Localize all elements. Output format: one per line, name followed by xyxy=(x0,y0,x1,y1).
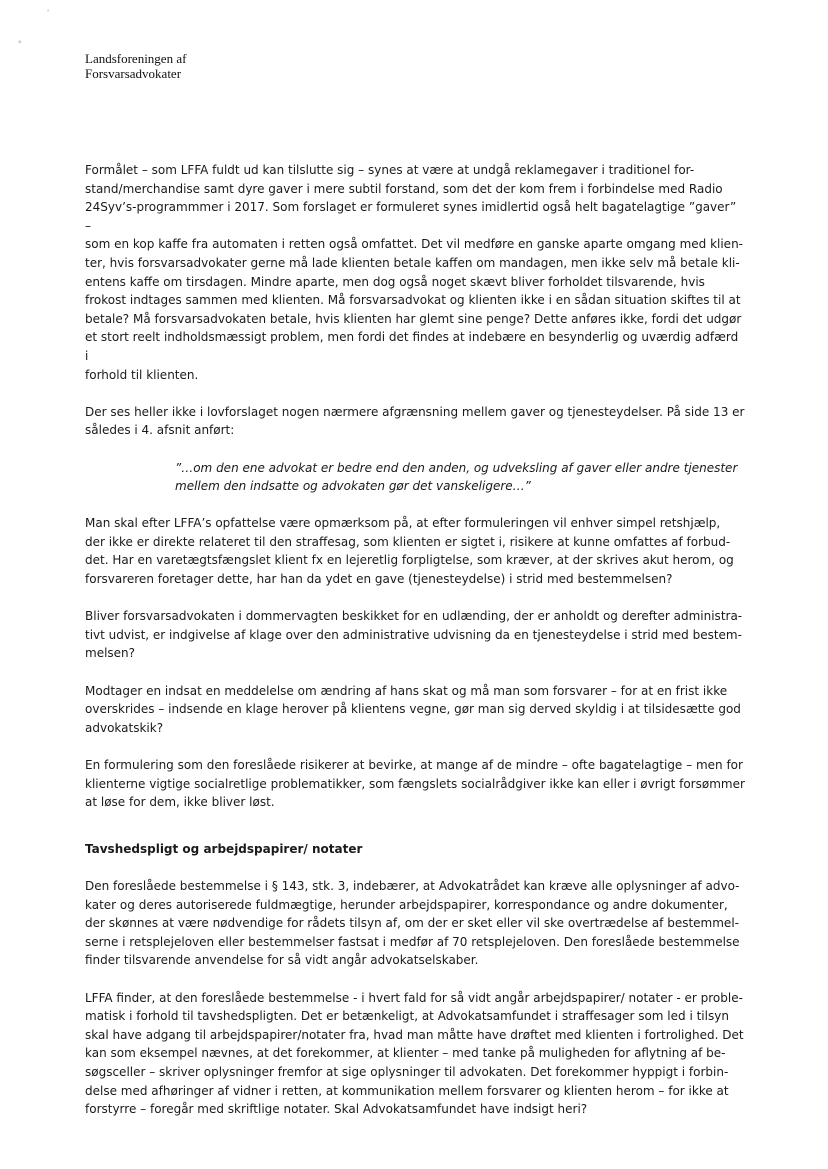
quote: ”…om den ene advokat er bedre end den anden, og udveksling af gaver eller andre tjenester mellem den indsatte og advokaten gør det vanskeligere…” xyxy=(175,460,738,494)
letterhead xyxy=(85,51,186,81)
paragraph: Man skal efter LFFA’s opfattelse være opmærksom på, at efter formuleringen vil enhver simpel retshjælp, der ikke er direkte relateret til den straffesag, som klienten er sigtet i, risikere at kunne omfattes af forbud- det. Har en varetægtsfængslet klient fx en lejeretlig forpligtelse, som kræver, at der skrives akut herom, og forsvareren foretager dette, har han da ydet en gave (tjenesteydelse) i strid med bestemmelsen? xyxy=(85,516,734,587)
paragraph: En formulering som den foreslåede risikerer at bevirke, at mange af de mindre – ofte bagatelagtige – men for klienterne vigtige socialretlige problematikker, som fængslets socialrådgiver ikke kan eller i øvrigt forsømmer at løse for dem, ikke bliver løst. xyxy=(85,758,745,810)
margin-mark: ’ xyxy=(47,8,49,18)
paragraph: Bliver forsvarsadvokaten i dommervagten beskikket for en udlænding, der er anholdt og derefter administra- tivt udvist, er indgivelse af klage over den administrative udvisning da en tjenesteydelse i strid med bestem- melsen? xyxy=(85,609,743,661)
margin-mark: ° xyxy=(18,39,22,49)
section-heading: Tavshedspligt og arbejdspapirer/ notater xyxy=(85,841,363,856)
paragraph: Den foreslåede bestemmelse i § 143, stk. 3, indebærer, at Advokatrådet kan kræve alle oplysninger af advo- kater og deres autoriserede fuldmægtige, herunder arbejdspapirer, korrespondance og andre dokumenter, der skønnes at være nødvendige for rådets tilsyn af, om der er sket eller vil ske overtrædelse af bestemmel- serne i retsplejeloven eller bestemmelser fastsat i medfør af 70 retsplejeloven. Den foreslåede bestemmelse finder tilsvarende anvendelse for så vidt angår advokatselskaber. xyxy=(85,878,740,968)
letterhead-line: Forsvarsadvokater xyxy=(85,66,182,81)
paragraph: Formålet – som LFFA fuldt ud kan tilslutte sig – synes at være at undgå reklamegaver i traditionel for- stand/merchandise samt dyre gaver i mere subtil forstand, som det der kom frem i forbindelse med Radio 24Syv’s-programmmer i 2017. Som forslaget er formuleret synes imidlertid også helt bagatelagtige ”gaver” – som en kop kaffe fra automaten i retten også omfattet. Det vil medføre en ganske aparte omgang med klien- ter, hvis forsvarsadvokater gerne må lade klienten betale kaffen om mandagen, men ikke selv må betale kli- entens kaffe om tirsdagen. Mindre aparte, men dog også noget skævt bliver forholdet tilsvarende, hvis frokost indtages sammen med klienten. Må forsvarsadvokat og klienten ikke i en sådan situation skiftes til at betale? Må forsvarsadvokaten betale, hvis klienten har glemt sine penge? Dette anføres ikke, fordi det udgør et stort reelt indholdsmæssigt problem, men fordi det findes at indebære en besynderlig og uværdig adfærd i forhold til klienten. xyxy=(85,163,744,382)
letterhead-line: Landsforeningen af xyxy=(85,51,187,66)
document-body xyxy=(85,161,745,1137)
paragraph: LFFA finder, at den foreslåede bestemmelse - i hvert fald for så vidt angår arbejdspapirer/ notater - er proble- matisk i forhold til tavshedspligten. Det er betænkeligt, at Advokatsamfundet i straffesager som led i tilsyn skal have adgang til arbejdspapirer/notater fra, hvad man måtte have drøftet med klienten i fortrolighed. Det kan som eksempel nævnes, at det forekommer, at klienter – med tanke på muligheden for aflytning af be- søgsceller – skriver oplysninger fremfor at sige oplysninger til advokaten. Det forekommer hyppigt i forbin- delse med afhøringer af vidner i retten, at kommunikation mellem forsvarer og klienten herom – for ikke at forstyrre – foregår med skriftlige notater. Skal Advokatsamfundet have indsigt heri? xyxy=(85,990,744,1117)
paragraph: Der ses heller ikke i lovforslaget nogen nærmere afgrænsning mellem gaver og tjenesteydelser. På side 13 er således i 4. afsnit anført: xyxy=(85,404,745,438)
paragraph: Modtager en indsat en meddelelse om ændring af hans skat og må man som forsvarer – for at en frist ikke overskrides – indsende en klage herover på klientens vegne, gør man sig derved skyldig i at tilsidesætte god advokatskik? xyxy=(85,683,741,735)
